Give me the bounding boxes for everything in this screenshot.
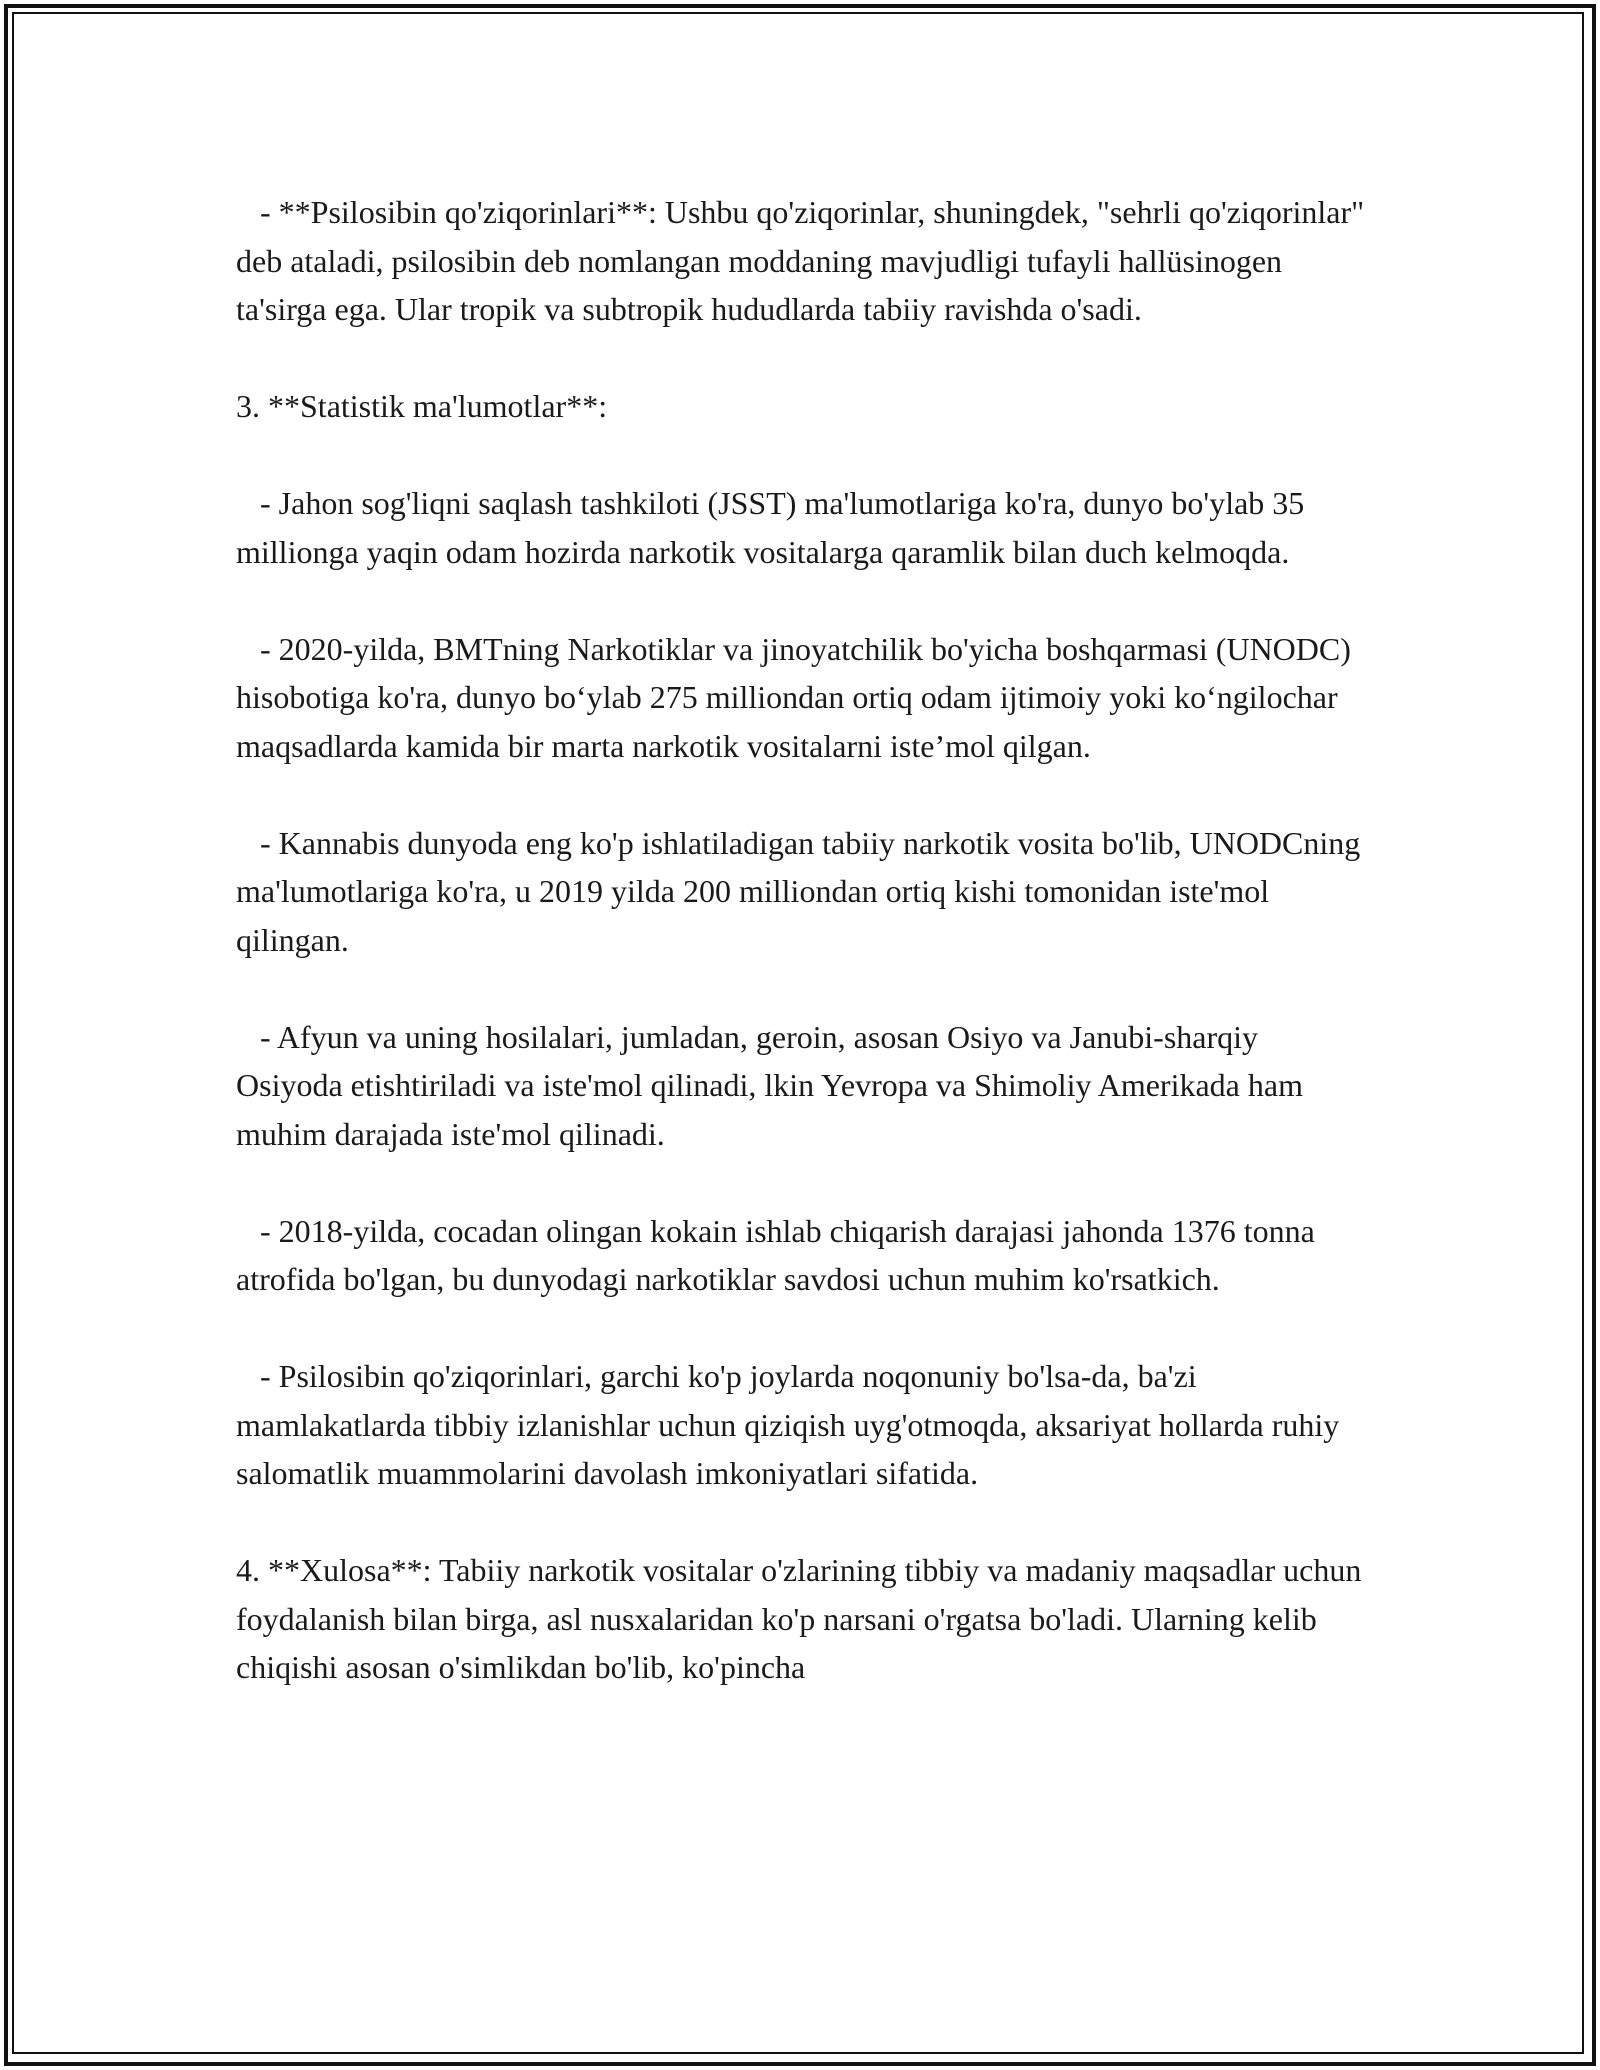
paragraph-cannabis: - Kannabis dunyoda eng ko'p ishlatiladigan tabiiy narkotik vosita bo'lib, UNODCning ma'lumotlariga ko'ra, u 2019 yilda 200 milliondan ortiq kishi tomonidan iste'mol qilingan. bbox=[236, 824, 1369, 958]
paragraph-psilosibin-research: - Psilosibin qo'ziqorinlari, garchi ko'p joylarda noqonuniy bo'lsa-da, ba'zi mamlakatlarda tibbiy izlanishlar uchun qiziqish uyg'otmoqda, aksariyat hollarda ruhiy salomatlik muammolarini davolash imkoniyatlari sifatida. bbox=[236, 1358, 1348, 1491]
paragraph-unodc-2020: - 2020-yilda, BMTning Narkotiklar va jinoyatchilik bo'yicha boshqarmasi (UNODC) hisobotiga ko'ra, dunyo bo‘ylab 275 milliondan ortiq odam ijtimoiy yoki ko‘ngilochar maqsadlarda kamida bir marta narkotik vositalarni iste’mol qilgan. bbox=[236, 630, 1359, 764]
paragraph-psilosibin: - **Psilosibin qo'ziqorinlari**: Ushbu qo'ziqorinlar, shuningdek, "sehrli qo'ziqorinlar" deb ataladi, psilosibin deb nomlangan moddaning mavjudligi tufayli hallüsinogen ta'sirga ega. Ular tropik va subtropik hududlarda tabiiy ravishda o'sadi. bbox=[236, 194, 1373, 327]
paragraph-conclusion: 4. **Xulosa**: Tabiiy narkotik vositalar o'zlarining tibbiy va madaniy maqsadlar uchun foydalanish bilan birga, asl nusxalaridan ko'p narsani o'rgatsa bo'ladi. Ularning kelib chiqishi asosan o'simlikdan bo'lib, ko'pincha bbox=[236, 1552, 1370, 1685]
paragraph-cocaine-2018: - 2018-yilda, cocadan olingan kokain ishlab chiqarish darajasi jahonda 1376 tonna atrofida bo'lgan, bu dunyodagi narkotiklar savdosi uchun muhim ko'rsatkich. bbox=[236, 1212, 1323, 1297]
document-body bbox=[236, 188, 1373, 1692]
paragraph-opium: - Afyun va uning hosilalari, jumladan, geroin, asosan Osiyo va Janubi-sharqiy Osiyoda etishtiriladi va iste'mol qilinadi, lkin Yevropa va Shimoliy Amerikada ham muhim darajada iste'mol qilinadi. bbox=[236, 1018, 1311, 1152]
section-heading-statistics: 3. **Statistik ma'lumotlar**: bbox=[236, 388, 608, 424]
paragraph-who-stat: - Jahon sog'liqni saqlash tashkiloti (JSST) ma'lumotlariga ko'ra, dunyo bo'ylab 35 millionga yaqin odam hozirda narkotik vositalarga qaramlik bilan duch kelmoqda. bbox=[236, 485, 1313, 570]
